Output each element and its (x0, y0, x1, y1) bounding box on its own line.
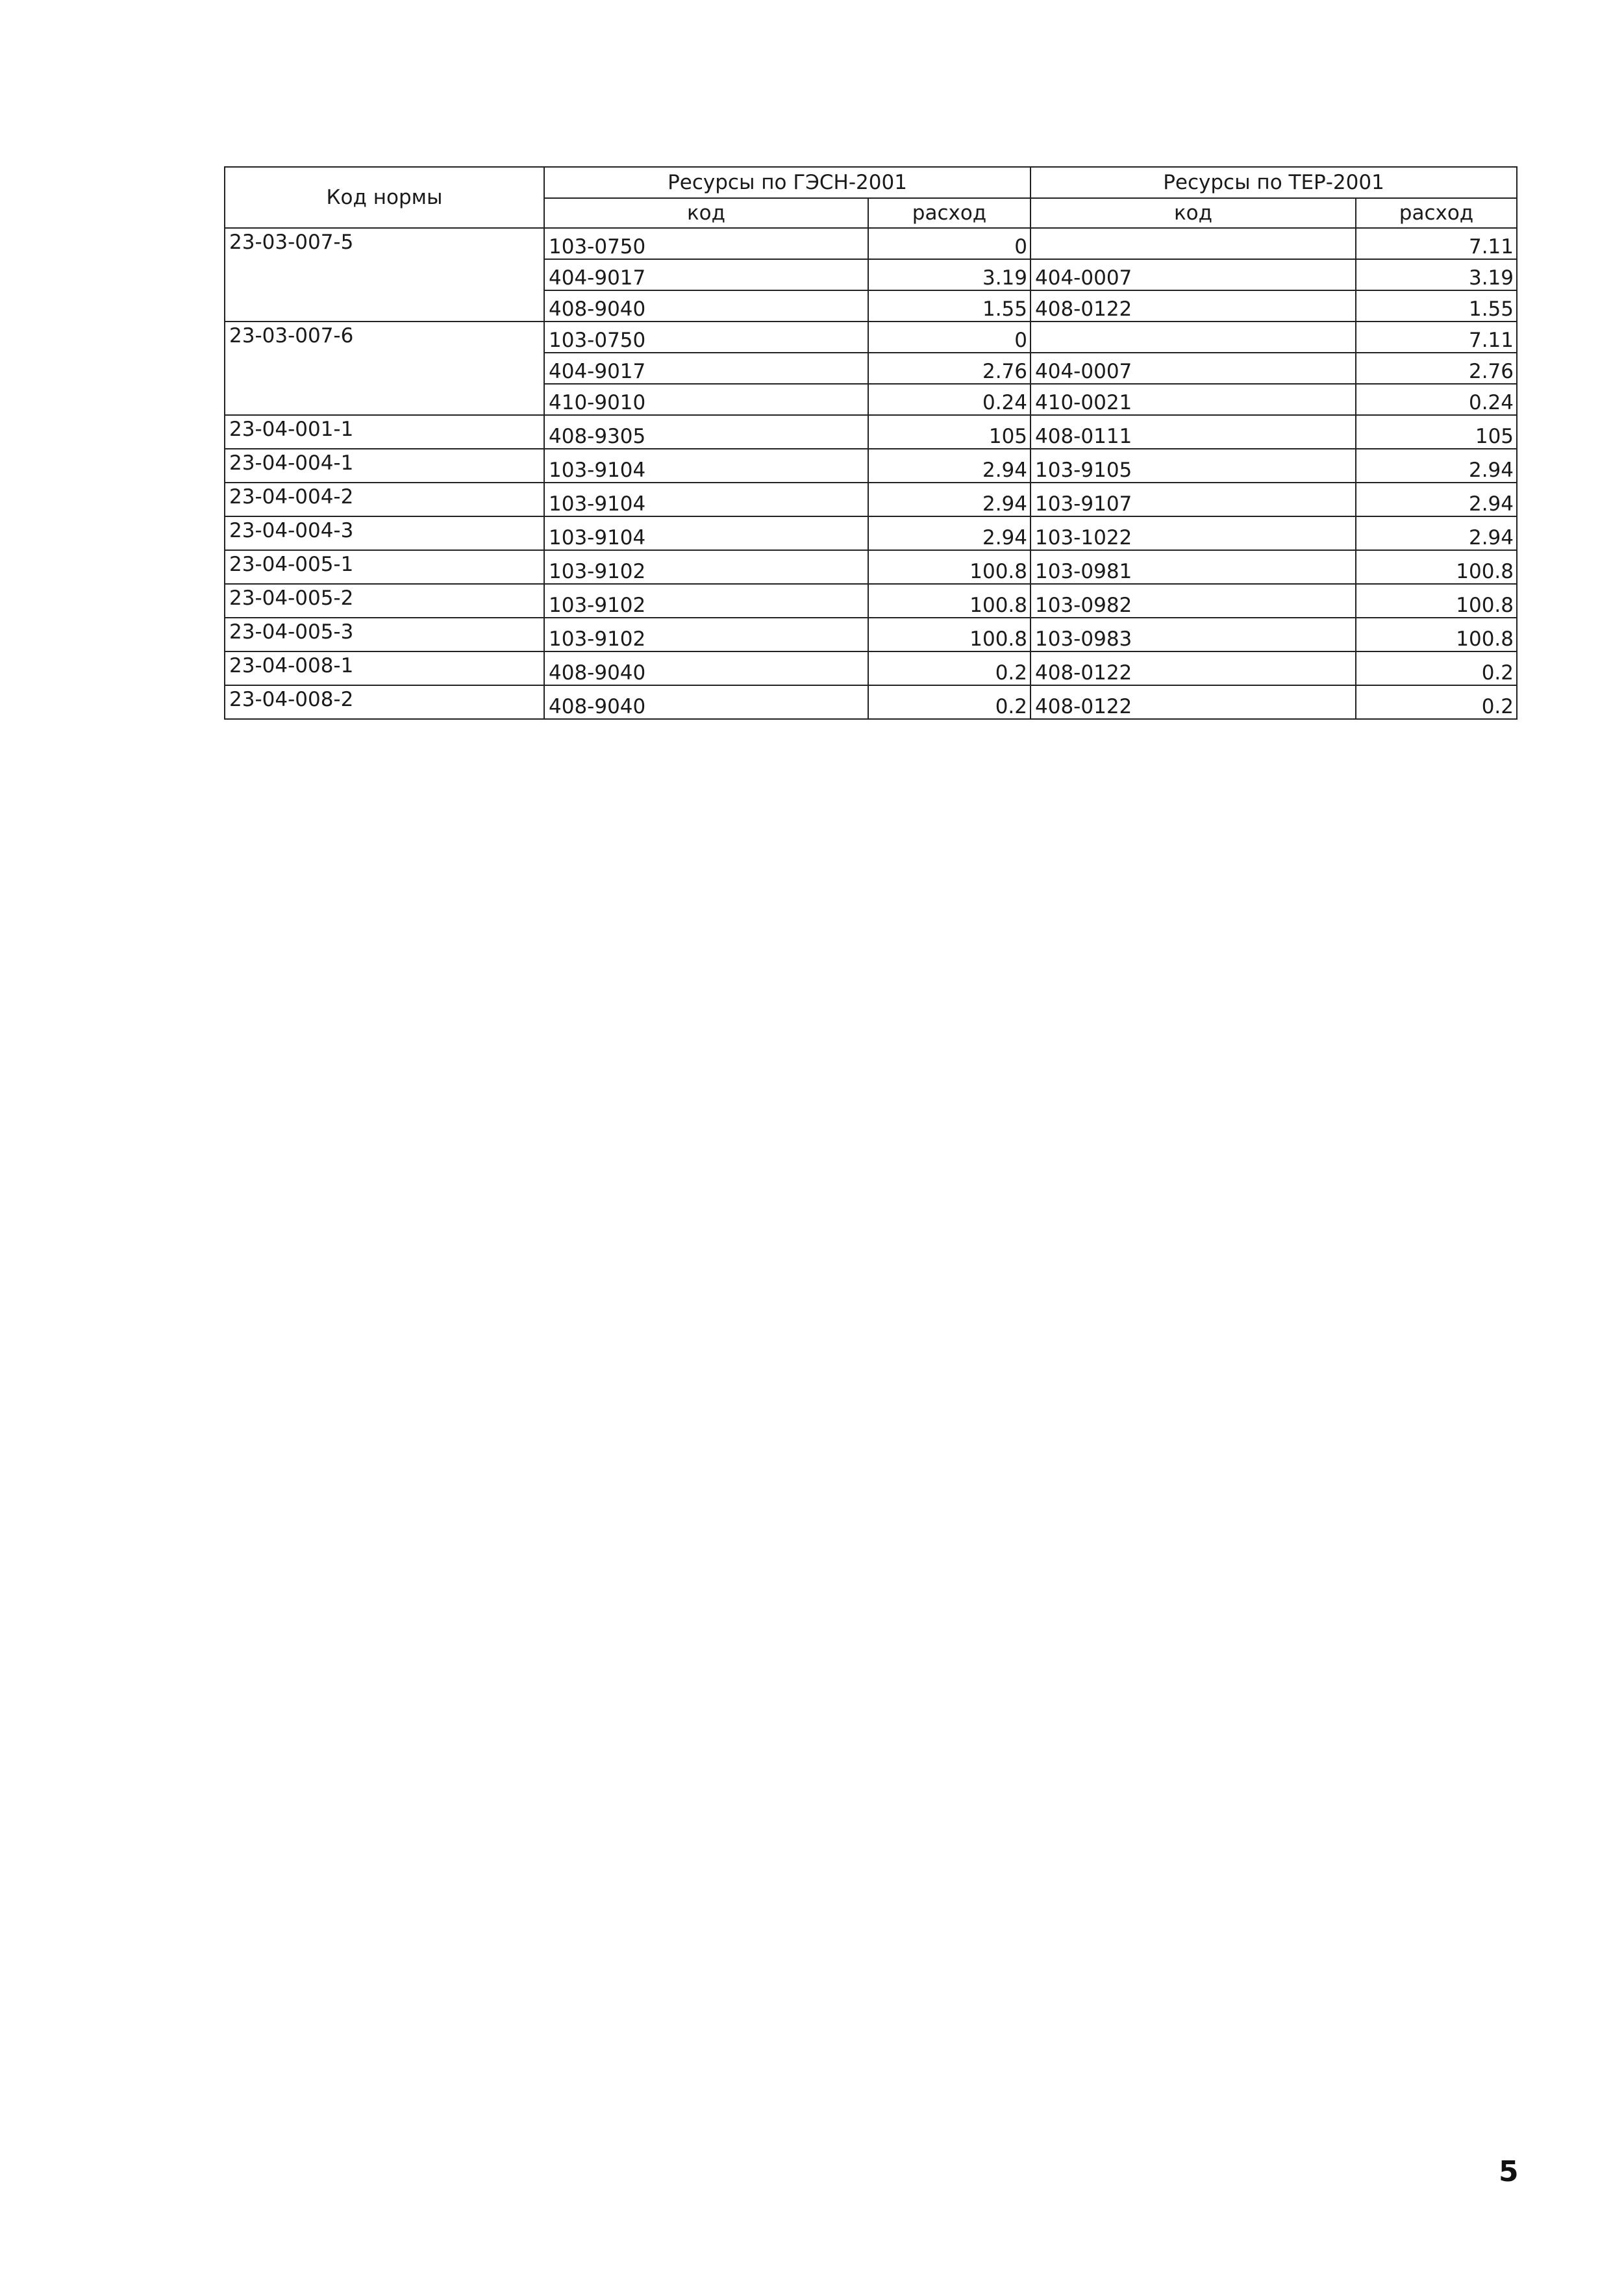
cell-gesn-amount: 2.94 (868, 449, 1031, 483)
cell-ter-amount: 7.11 (1356, 322, 1517, 353)
cell-gesn-code: 408-9305 (544, 415, 868, 449)
header-ter-code: код (1031, 198, 1356, 228)
cell-gesn-code: 404-9017 (544, 353, 868, 384)
header-norm-code: Код нормы (225, 167, 544, 228)
cell-gesn-code: 103-9104 (544, 516, 868, 550)
cell-norm-code: 23-04-004-2 (225, 483, 544, 516)
cell-norm-code: 23-04-005-2 (225, 584, 544, 618)
cell-ter-code (1031, 322, 1356, 353)
cell-ter-amount: 2.94 (1356, 516, 1517, 550)
cell-gesn-code: 103-9102 (544, 618, 868, 651)
header-gesn-code: код (544, 198, 868, 228)
table-row (225, 228, 1517, 259)
cell-norm-code: 23-04-008-2 (225, 685, 544, 719)
cell-ter-amount: 3.19 (1356, 259, 1517, 290)
header-ter-group: Ресурсы по ТЕР-2001 (1031, 167, 1517, 198)
cell-ter-code: 410-0021 (1031, 384, 1356, 415)
cell-gesn-amount: 3.19 (868, 259, 1031, 290)
cell-norm-code: 23-04-004-1 (225, 449, 544, 483)
cell-gesn-code: 408-9040 (544, 290, 868, 322)
cell-ter-amount: 2.76 (1356, 353, 1517, 384)
table-row (225, 415, 1517, 449)
cell-gesn-amount: 0 (868, 322, 1031, 353)
cell-ter-code: 103-9105 (1031, 449, 1356, 483)
cell-gesn-code: 408-9040 (544, 651, 868, 685)
cell-gesn-amount: 0 (868, 228, 1031, 259)
cell-ter-code: 408-0111 (1031, 415, 1356, 449)
cell-gesn-code: 103-9104 (544, 483, 868, 516)
table-row (225, 550, 1517, 584)
cell-ter-code: 103-0981 (1031, 550, 1356, 584)
cell-gesn-amount: 100.8 (868, 550, 1031, 584)
cell-ter-code: 404-0007 (1031, 353, 1356, 384)
cell-gesn-code: 103-0750 (544, 228, 868, 259)
table-header (225, 167, 1517, 228)
cell-gesn-amount: 0.24 (868, 384, 1031, 415)
table-row (225, 685, 1517, 719)
cell-ter-code: 408-0122 (1031, 290, 1356, 322)
cell-ter-code: 408-0122 (1031, 651, 1356, 685)
cell-norm-code: 23-04-005-3 (225, 618, 544, 651)
cell-ter-amount: 100.8 (1356, 550, 1517, 584)
cell-gesn-code: 103-9104 (544, 449, 868, 483)
cell-ter-amount: 100.8 (1356, 618, 1517, 651)
cell-ter-code: 103-0983 (1031, 618, 1356, 651)
cell-ter-amount: 1.55 (1356, 290, 1517, 322)
cell-norm-code: 23-04-001-1 (225, 415, 544, 449)
cell-ter-code: 408-0122 (1031, 685, 1356, 719)
table-body (225, 228, 1517, 719)
cell-gesn-amount: 2.94 (868, 516, 1031, 550)
cell-gesn-amount: 100.8 (868, 584, 1031, 618)
cell-norm-code: 23-04-008-1 (225, 651, 544, 685)
cell-gesn-amount: 2.94 (868, 483, 1031, 516)
header-ter-amount: расход (1356, 198, 1517, 228)
header-gesn-amount: расход (868, 198, 1031, 228)
header-gesn-group: Ресурсы по ГЭСН-2001 (544, 167, 1031, 198)
table-row (225, 584, 1517, 618)
cell-gesn-code: 103-9102 (544, 584, 868, 618)
cell-ter-code: 103-1022 (1031, 516, 1356, 550)
cell-ter-code (1031, 228, 1356, 259)
cell-ter-amount: 0.24 (1356, 384, 1517, 415)
cell-gesn-code: 404-9017 (544, 259, 868, 290)
cell-ter-amount: 105 (1356, 415, 1517, 449)
cell-ter-code: 103-9107 (1031, 483, 1356, 516)
cell-ter-amount: 7.11 (1356, 228, 1517, 259)
cell-ter-amount: 2.94 (1356, 449, 1517, 483)
table-row (225, 322, 1517, 353)
cell-gesn-amount: 0.2 (868, 685, 1031, 719)
cell-ter-amount: 0.2 (1356, 685, 1517, 719)
cell-ter-code: 103-0982 (1031, 584, 1356, 618)
cell-gesn-code: 410-9010 (544, 384, 868, 415)
cell-ter-code: 404-0007 (1031, 259, 1356, 290)
cell-gesn-amount: 2.76 (868, 353, 1031, 384)
cell-norm-code: 23-03-007-5 (225, 228, 544, 322)
cell-norm-code: 23-03-007-6 (225, 322, 544, 415)
table-row (225, 516, 1517, 550)
cell-gesn-amount: 105 (868, 415, 1031, 449)
cell-ter-amount: 100.8 (1356, 584, 1517, 618)
cell-norm-code: 23-04-005-1 (225, 550, 544, 584)
table-row (225, 651, 1517, 685)
cell-gesn-code: 408-9040 (544, 685, 868, 719)
header-row-groups (225, 167, 1517, 198)
table-row (225, 483, 1517, 516)
cell-gesn-code: 103-0750 (544, 322, 868, 353)
cell-ter-amount: 0.2 (1356, 651, 1517, 685)
resources-table (224, 166, 1518, 720)
cell-norm-code: 23-04-004-3 (225, 516, 544, 550)
cell-gesn-amount: 1.55 (868, 290, 1031, 322)
cell-gesn-amount: 100.8 (868, 618, 1031, 651)
cell-gesn-amount: 0.2 (868, 651, 1031, 685)
table-row (225, 618, 1517, 651)
cell-gesn-code: 103-9102 (544, 550, 868, 584)
table-row (225, 449, 1517, 483)
page-number: 5 (1499, 2155, 1519, 2188)
cell-ter-amount: 2.94 (1356, 483, 1517, 516)
